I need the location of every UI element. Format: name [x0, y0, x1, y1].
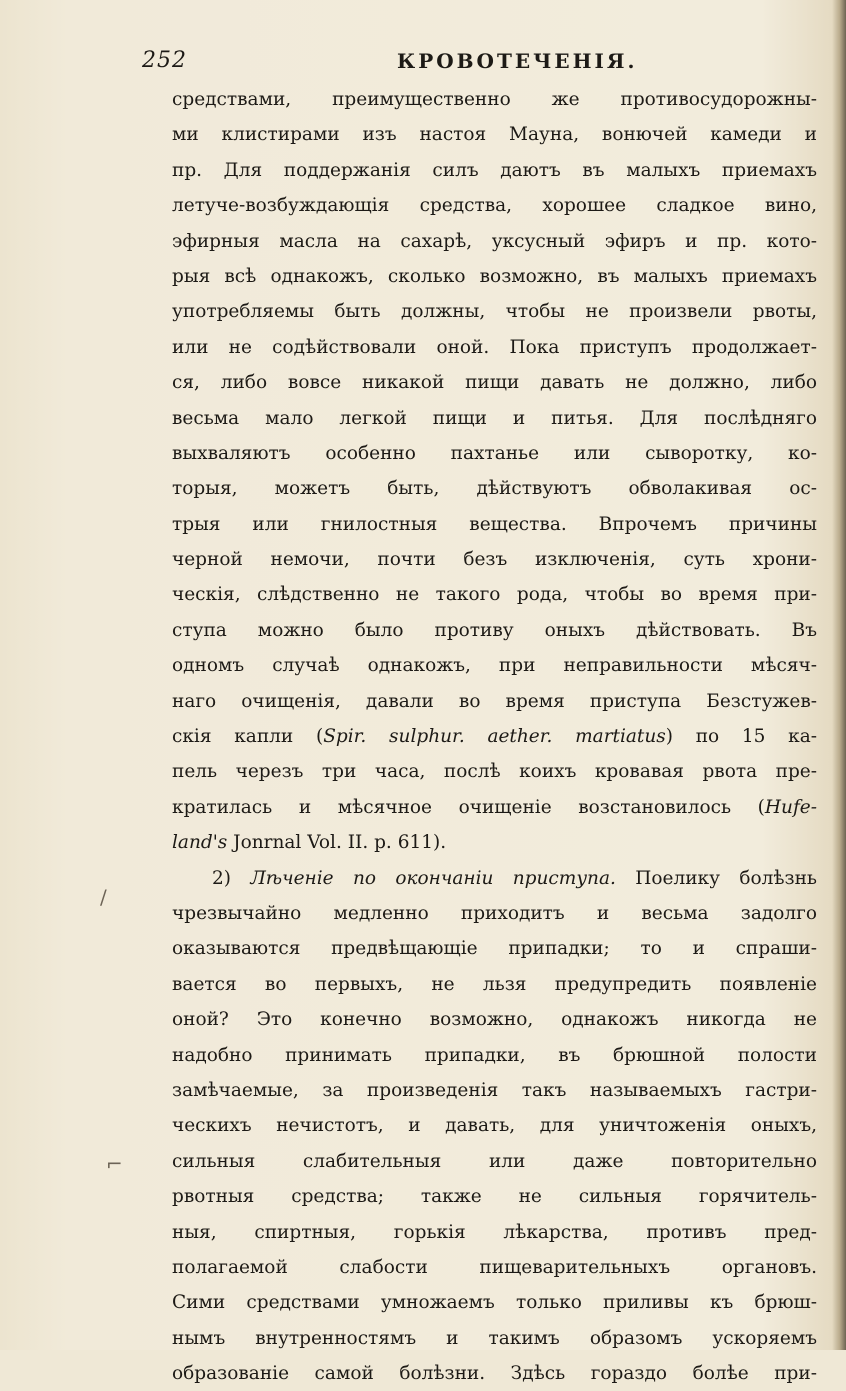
- text-line: [172, 1108, 817, 1143]
- text-segment: образованіе самой болѣзни. Здѣсь гораздо болѣе при-: [172, 1363, 817, 1385]
- text-line: [172, 507, 817, 542]
- italic-text: Spir. sulphur. aether. martiatus: [323, 726, 666, 748]
- text-line: [172, 684, 817, 719]
- text-segment: замѣчаемые, за произведенія такъ называемыхъ гастри-: [172, 1079, 817, 1101]
- text-line: [172, 365, 817, 400]
- text-segment: одномъ случаѣ однакожъ, при неправильности мѣсяч-: [172, 655, 817, 677]
- text-segment: ся, либо вовсе никакой пищи давать не должно, либо: [172, 372, 817, 394]
- text-segment: скія капли (: [172, 726, 324, 748]
- text-line: [172, 436, 817, 471]
- text-segment: 2): [212, 867, 251, 889]
- text-line: [172, 648, 817, 683]
- text-segment: Сими средствами умножаемъ только приливы къ брюш-: [172, 1292, 817, 1314]
- text-segment: кратилась и мѣсячное очищеніе возстановилось (: [172, 796, 765, 818]
- text-segment: употребляемы быть должны, чтобы не произвели рвоты,: [172, 301, 817, 323]
- text-segment: пель черезъ три часа, послѣ коихъ кровавая рвота пре-: [172, 761, 817, 783]
- text-segment: весьма мало легкой пищи и питья. Для послѣдняго: [172, 407, 817, 429]
- text-segment: оказываются предвѣщающіе припадки; то и спраши-: [172, 938, 817, 960]
- text-segment: вается во первыхъ, не льзя предупредить появленіе: [172, 973, 817, 995]
- text-segment: выхваляютъ особенно пахтанье или сыворотку, ко-: [172, 442, 817, 464]
- text-line: [172, 896, 817, 931]
- text-line: [172, 259, 817, 294]
- text-line: [172, 1073, 817, 1108]
- text-segment: ) по 15 ка-: [665, 726, 817, 748]
- text-segment: средствами, преимущественно же противосудорожны-: [172, 89, 817, 110]
- text-segment: полагаемой слабости пищеварительныхъ органовъ.: [172, 1256, 817, 1278]
- text-segment: торыя, можетъ быть, дѣйствуютъ обволакивая ос-: [172, 478, 817, 500]
- text-segment: рыя всѣ однакожъ, сколько возможно, въ малыхъ приемахъ: [172, 265, 817, 287]
- text-line: [172, 117, 817, 152]
- text-segment: или не содѣйствовали оной. Пока приступъ продолжает-: [172, 336, 817, 358]
- body-text: [172, 82, 817, 1391]
- margin-pencil-mark: ⌐: [106, 1152, 123, 1176]
- text-segment: ми клистирами изъ настоя Мауна, вонючей камеди и: [172, 124, 817, 146]
- text-line: [172, 577, 817, 612]
- text-segment: пр. Для поддержанія силъ даютъ въ малыхъ приемахъ: [172, 159, 817, 181]
- text-line: [172, 1285, 817, 1320]
- text-line: [172, 330, 817, 365]
- text-segment: ныя, спиртныя, горькія лѣкарства, противъ пред-: [172, 1221, 817, 1243]
- italic-text: land's: [172, 832, 228, 854]
- text-line: [172, 931, 817, 966]
- text-line: [172, 542, 817, 577]
- text-line: [172, 401, 817, 436]
- italic-text: Лѣченіе по окончаніи приступа.: [250, 867, 616, 889]
- text-segment: Jonrnal Vol. II. p. 611).: [227, 832, 447, 854]
- running-title: КРОВОТЕЧЕНІЯ.: [397, 49, 638, 73]
- margin-pencil-mark: /: [100, 885, 107, 909]
- italic-text: Hufe-: [764, 796, 817, 818]
- page-header: [142, 48, 832, 78]
- text-segment: наго очищенія, давали во время приступа Безстужев-: [172, 690, 817, 712]
- text-segment: летуче-возбуждающія средства, хорошее сладкое вино,: [172, 195, 817, 217]
- text-line: [172, 188, 817, 223]
- text-segment: надобно принимать припадки, въ брюшной полости: [172, 1044, 817, 1066]
- text-line: [172, 719, 817, 754]
- text-line: [172, 1144, 817, 1179]
- text-segment: ступа можно было противу оныхъ дѣйствовать. Въ: [172, 619, 817, 641]
- text-segment: Поелику болѣзнь: [615, 867, 817, 889]
- text-segment: черной немочи, почти безъ изключенія, суть хрони-: [172, 549, 817, 571]
- text-line: [172, 471, 817, 506]
- text-line: [172, 754, 817, 789]
- text-line: [172, 861, 817, 896]
- text-segment: трыя или гнилостныя вещества. Впрочемъ причины: [172, 513, 817, 535]
- text-segment: рвотныя средства; также не сильныя горячитель-: [172, 1186, 817, 1208]
- text-line: [172, 1356, 817, 1391]
- text-segment: сильныя слабительныя или даже повторительно: [172, 1150, 817, 1172]
- text-line: [172, 1038, 817, 1073]
- text-segment: нымъ внутренностямъ и такимъ образомъ ускоряемъ: [172, 1327, 817, 1349]
- text-line: [172, 613, 817, 648]
- text-line: [172, 153, 817, 188]
- text-line: [172, 1002, 817, 1037]
- text-segment: чрезвычайно медленно приходитъ и весьма задолго: [172, 902, 817, 924]
- text-segment: оной? Это конечно возможно, однакожъ никогда не: [172, 1009, 817, 1031]
- page-number: 252: [142, 48, 187, 73]
- text-line: [172, 825, 817, 860]
- text-line: [172, 1321, 817, 1356]
- page-edge-shadow: [832, 0, 846, 1350]
- text-line: [172, 1215, 817, 1250]
- text-segment: эфирныя масла на сахарѣ, уксусный эфиръ и пр. кото-: [172, 230, 817, 252]
- text-segment: ческія, слѣдственно не такого рода, чтобы во время при-: [172, 584, 817, 606]
- text-line: [172, 224, 817, 259]
- text-line: [172, 1250, 817, 1285]
- text-line: [172, 790, 817, 825]
- text-line: [172, 294, 817, 329]
- text-line: [172, 82, 817, 117]
- text-line: [172, 1179, 817, 1214]
- text-line: [172, 967, 817, 1002]
- text-segment: ческихъ нечистотъ, и давать, для уничтоженія оныхъ,: [172, 1115, 817, 1137]
